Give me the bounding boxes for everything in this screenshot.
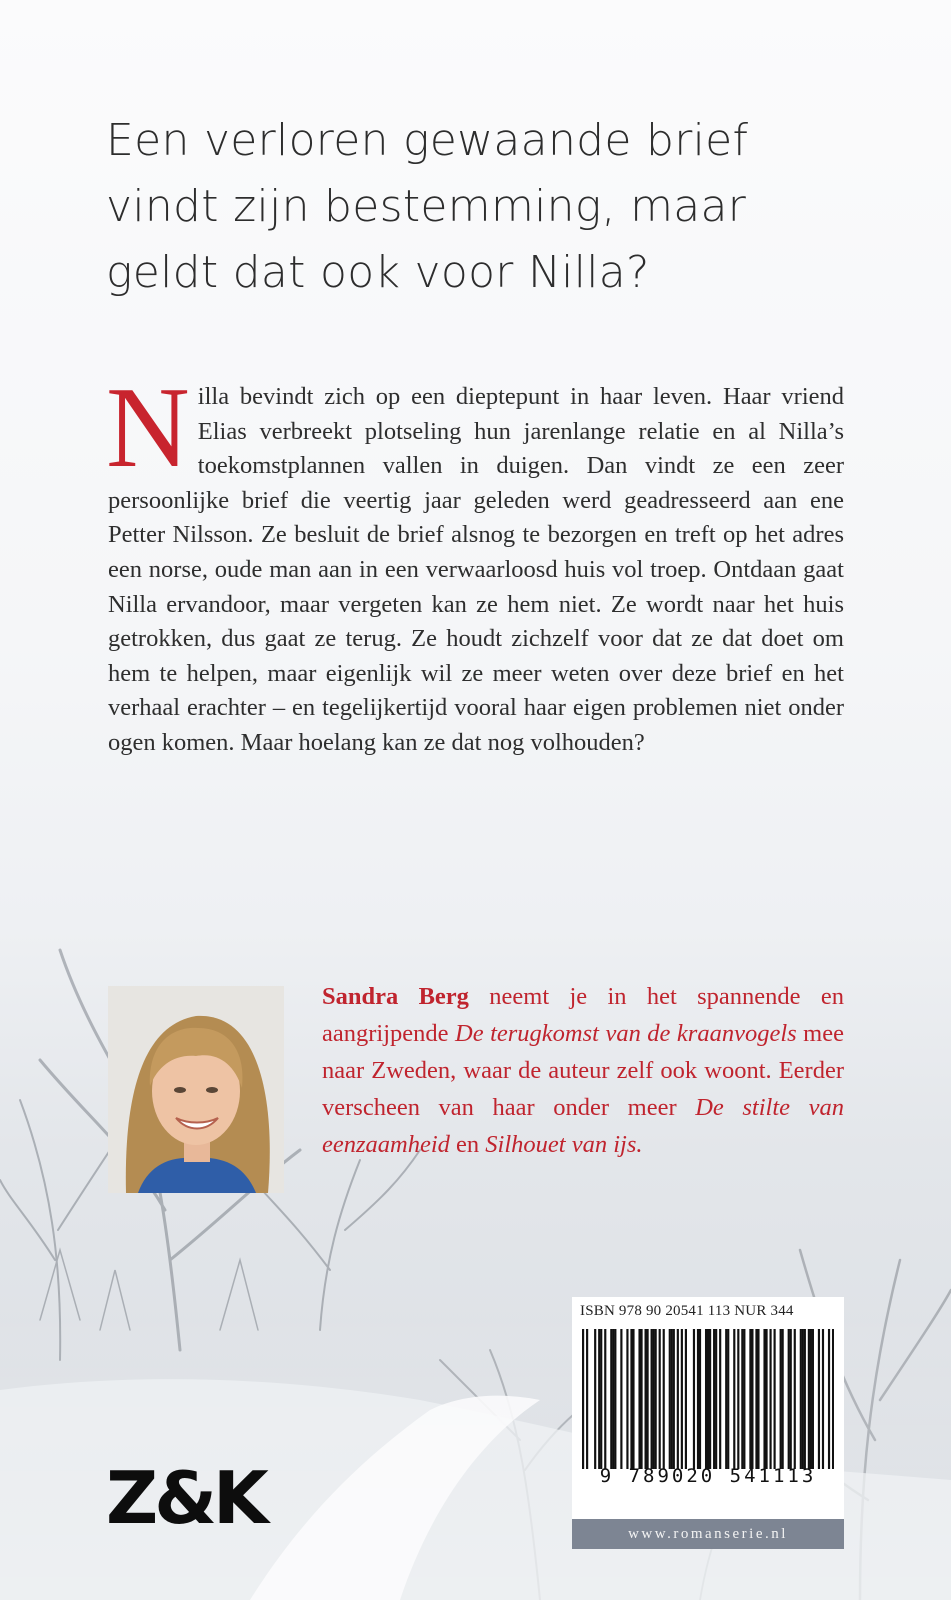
barcode-bar [800,1329,802,1469]
barcode-bar [765,1329,767,1469]
barcode-bar [610,1329,612,1469]
barcode-bar [828,1329,830,1469]
barcode-bar [812,1329,814,1469]
barcode-bar [594,1329,596,1469]
tagline-line-1: Een verloren gewaande brief [106,115,749,166]
barcode-bar [804,1329,806,1469]
author-name: Sandra Berg [322,983,469,1010]
barcode-bar [647,1329,649,1469]
barcode-bar [794,1329,796,1469]
barcode-bar [743,1329,745,1469]
author-bio [322,978,844,1163]
barcode-bar [832,1329,834,1469]
barcode-bar [653,1329,655,1469]
barcode-bar [802,1329,804,1469]
website-url: www.romanserie.nl [572,1519,844,1549]
barcode-bar [693,1329,695,1469]
author-bio-part-1: neemt je in het spannende en aangrijpende [322,983,844,1047]
tagline-heading [106,108,866,306]
publisher-logo: Z&K [106,1456,265,1540]
barcode-bar [638,1329,640,1469]
barcode [582,1329,834,1469]
barcode-bar [663,1329,665,1469]
barcode-bar [659,1329,661,1469]
barcode-bar [632,1329,634,1469]
barcode-bar [697,1329,699,1469]
tagline-line-3: geldt dat ook voor Nilla? [106,247,650,298]
barcode-bar [749,1329,751,1469]
barcode-bar [651,1329,653,1469]
barcode-bar [582,1329,584,1469]
drop-cap-letter: N [106,364,190,492]
barcode-bar [669,1329,671,1469]
barcode-bar [598,1329,600,1469]
barcode-bar [733,1329,735,1469]
isbn-nur-line: ISBN 978 90 20541 113 NUR 344 [580,1303,794,1319]
barcode-bar [681,1329,683,1469]
barcode-bar [709,1329,711,1469]
barcode-bar [774,1329,776,1469]
barcode-bar [614,1329,616,1469]
barcode-bar [763,1329,765,1469]
barcode-bar [769,1329,771,1469]
barcode-bar [586,1329,588,1469]
barcode-bar [685,1329,687,1469]
barcode-bar [715,1329,717,1469]
barcode-bar [612,1329,614,1469]
barcode-bar [677,1329,679,1469]
barcode-bar [645,1329,647,1469]
barcode-bar [705,1329,707,1469]
barcode-bar [780,1329,782,1469]
barcode-bar [630,1329,632,1469]
barcode-bar [737,1329,739,1469]
isbn-barcode-box [572,1297,844,1519]
barcode-bar [719,1329,721,1469]
barcode-bar [818,1329,820,1469]
barcode-bar [626,1329,628,1469]
barcode-bar [755,1329,757,1469]
previous-title-2: Silhouet van ijs. [485,1131,643,1158]
barcode-bar [822,1329,824,1469]
blurb-text: illa bevindt zich op een dieptepunt in haar leven. Haar vriend Elias verbreekt plotseling hun jarenlange relatie en al Nilla’s toekomstplannen vallen in duigen. Dan vindt ze een zeer persoonlijke brief die veertig jaar geleden werd geadresseerd aan ene Petter Nilsson. Ze besluit de brief alsnog te bezorgen en treft op het adres een norse, oude man aan in een verwaarloosd huis vol troep. Ontdaan gaat Nilla ervandoor, maar vergeten kan ze hem niet. Ze wordt naar het huis getrokken, dus gaat ze terug. Ze houdt zichzelf voor dat ze dat doet om hem te helpen, maar eigenlijk wil ze meer weten over deze brief en het verhaal erachter – en tegelijkertijd vooral haar eigen problemen niet onder ogen komen. Maar hoelang kan ze dat nog volhouden? [108,383,844,756]
book-title: De terugkomst van de kraanvogels [455,1020,797,1047]
book-blurb [106,364,844,761]
barcode-bar [727,1329,729,1469]
barcode-bar [640,1329,642,1469]
author-bio-part-2: mee naar Zweden, waar de auteur zelf ook woont. Eerder verscheen van haar onder meer [322,1020,844,1121]
barcode-bar [671,1329,673,1469]
barcode-bar [673,1329,675,1469]
barcode-bar [604,1329,606,1469]
barcode-bar [600,1329,602,1469]
barcode-bar [808,1329,810,1469]
barcode-bar [713,1329,715,1469]
author-bio-part-3: en [449,1131,486,1158]
author-bio-text [322,978,844,1163]
barcode-bar [782,1329,784,1469]
barcode-digits: 9 789020 541113 [599,1465,817,1487]
barcode-bar [741,1329,743,1469]
previous-title-1: De stilte van eenzaamheid [322,1094,845,1158]
barcode-bar [655,1329,657,1469]
barcode-bar [757,1329,759,1469]
barcode-bar [699,1329,701,1469]
author-portrait-image [108,986,284,1193]
barcode-bar [790,1329,792,1469]
tagline-line-2: vindt zijn bestemming, maar [106,181,747,232]
author-photo [108,986,284,1193]
barcode-bar [707,1329,709,1469]
barcode-bar [725,1329,727,1469]
barcode-bar [751,1329,753,1469]
barcode-bar [810,1329,812,1469]
barcode-bar [788,1329,790,1469]
barcode-bar [620,1329,622,1469]
